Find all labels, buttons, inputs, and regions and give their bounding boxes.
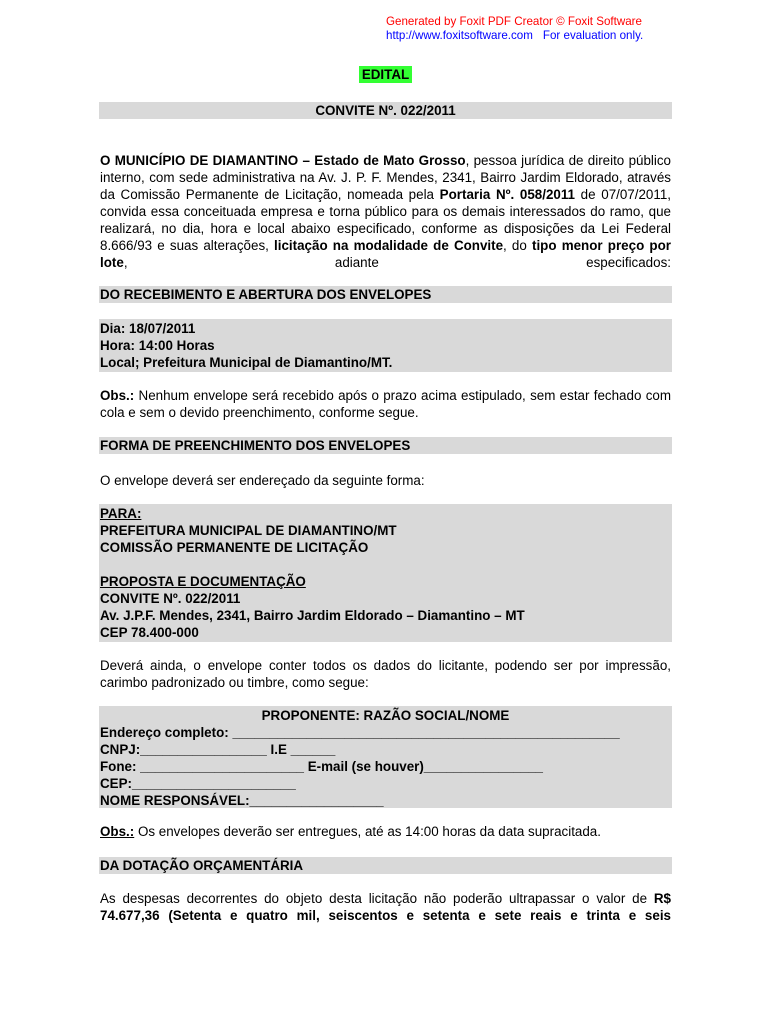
- obs-entrega: [100, 823, 671, 840]
- form-responsavel: NOME RESPONSÁVEL:__________________: [100, 793, 384, 808]
- dotacao-currency: R$: [653, 891, 671, 906]
- devera-paragraph: Deverá ainda, o envelope conter todos os dados do licitante, podendo ser por impressão, carimbo padronizado ou timbre, como segue:: [100, 658, 671, 690]
- intro-licitacao: licitação na modalidade de Convite: [274, 238, 504, 253]
- envelope-endereco: Av. J.P.F. Mendes, 2341, Bairro Jardim Eldorado – Diamantino – MT: [100, 608, 525, 623]
- schedule-dia: Dia: 18/07/2011: [100, 321, 196, 336]
- intro-text-a: , pessoa jurídica de direito público interno, com sede administrativa na Av. J. P. F. Mendes, 2341, Bairro Jardim Eldorado, através da Comissão Permanente de Licitação, nomeada pela: [100, 153, 672, 202]
- obs-text: Nenhum envelope será recebido após o prazo acima estipulado, sem estar fechado com cola e sem o devido preenchimento, conforme segue.: [100, 388, 671, 420]
- intro-municipio: O MUNICÍPIO DE DIAMANTINO – Estado de Mato Grosso: [100, 153, 466, 168]
- dotacao-text: As despesas decorrentes do objeto desta licitação não poderão ultrapassar o valor de: [100, 891, 654, 906]
- section-dotacao-heading: DA DOTAÇÃO ORÇAMENTÁRIA: [100, 858, 304, 873]
- obs-entrega-text: Os envelopes deverão ser entregues, até as 14:00 horas da data supracitada.: [134, 824, 601, 839]
- section-preenchimento-heading: FORMA DE PREENCHIMENTO DOS ENVELOPES: [100, 438, 411, 453]
- intro-text-c: , do: [503, 238, 532, 253]
- watermark-url[interactable]: http://www.foxitsoftware.com: [386, 29, 533, 42]
- envelope-proposta-label: PROPOSTA E DOCUMENTAÇÃO: [100, 574, 306, 589]
- form-cep: CEP:______________________: [100, 776, 296, 791]
- envelope-prefeitura: PREFEITURA MUNICIPAL DE DIAMANTINO/MT: [100, 523, 397, 538]
- document-title: [100, 67, 671, 82]
- convite-number: CONVITE Nº. 022/2011: [315, 103, 456, 118]
- intro-portaria: Portaria Nº. 058/2011: [439, 187, 576, 202]
- dotacao-line2: 74.677,36 (Setenta e quatro mil, seiscentos e setenta e sete reais e trinta e seis: [100, 908, 671, 923]
- envelope-para-label: PARA:: [100, 506, 142, 521]
- watermark-line: Generated by Foxit PDF Creator © Foxit Software: [386, 15, 642, 28]
- form-endereco: Endereço completo: ____________________________________________________: [100, 725, 620, 740]
- intro-text-d: , adiante especificados:: [123, 255, 671, 270]
- section-recebimento-heading: DO RECEBIMENTO E ABERTURA DOS ENVELOPES: [100, 287, 432, 302]
- obs-entrega-label: Obs.:: [100, 824, 135, 839]
- schedule-hora: Hora: 14:00 Horas: [100, 338, 215, 353]
- envelope-intro: O envelope deverá ser endereçado da seguinte forma:: [100, 473, 425, 488]
- obs-label: Obs.:: [100, 388, 135, 403]
- intro-paragraph: [100, 152, 671, 271]
- form-fone: Fone: ______________________ E-mail (se houver)________________: [100, 759, 543, 774]
- title-highlight: EDITAL: [359, 66, 412, 83]
- envelope-convite: CONVITE Nº. 022/2011: [100, 591, 241, 606]
- intro-text-b: de 07/07/2011, convida essa conceituada empresa e torna público para os demais interessados do ramo, que realizará, no dia, hora e local abaixo especificado, conforme as disposições da Lei Federal 8.666/93 e suas alterações,: [100, 187, 671, 253]
- form-proponente: PROPONENTE: RAZÃO SOCIAL/NOME: [261, 708, 510, 723]
- watermark-note: For evaluation only.: [542, 29, 644, 42]
- envelope-cep: CEP 78.400-000: [100, 625, 199, 640]
- schedule-local: Local; Prefeitura Municipal de Diamantino/MT.: [100, 355, 393, 370]
- obs-recebimento: [100, 387, 671, 421]
- dotacao-line1: [100, 890, 671, 907]
- watermark-link-line: [386, 29, 643, 43]
- envelope-comissao: COMISSÃO PERMANENTE DE LICITAÇÃO: [100, 540, 369, 555]
- form-cnpj: CNPJ:_________________ I.E ______: [100, 742, 336, 757]
- intro-tipo: tipo menor preço por lote: [100, 238, 671, 270]
